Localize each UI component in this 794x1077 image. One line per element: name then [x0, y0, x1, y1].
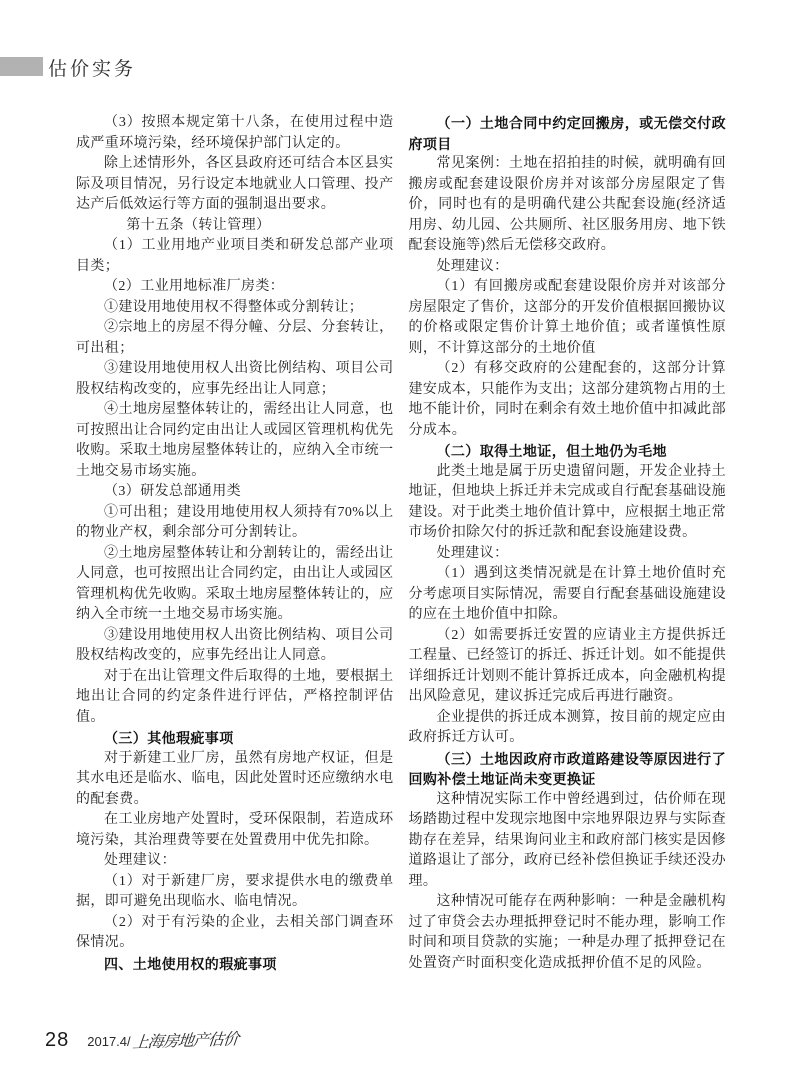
- paragraph: 对于新建工业厂房，虽然有房地产权证，但是其水电还是临水、临电，因此处置时还应缴纳水电的配套费。: [76, 750, 394, 807]
- section-heading: （三）土地因政府市政道路建设等原因进行了回购补偿土地证尚未变更换证: [408, 750, 726, 787]
- paragraph: 此类土地是属于历史遗留问题，开发企业持土地证，但地块上拆迁并未完成或自行配套基础设施建设。对于此类土地价值计算中，应根据土地正常市场价扣除欠付的拆迁款和配套设施建设费。: [408, 463, 726, 540]
- paragraph: （3）按照本规定第十八条，在使用过程中造成严重环境污染，经环境保护部门认定的。: [76, 115, 394, 151]
- paragraph: 这种情况可能存在两种影响：一种是金融机构过了审贷会去办理抵押登记时不能办理，影响工作时间和项目贷款的实施；一种是办理了抵押登记在处置资产时面积变化造成抵押价值不足的风险。: [408, 894, 726, 971]
- paragraph: （3）研发总部通用类: [104, 484, 241, 499]
- paragraph: 对于在出让管理文件后取得的土地，要根据土地出让合同的约定条件进行评估，严格控制评估值。: [76, 668, 394, 725]
- journal-logo-script: 上海房地产估价: [131, 1031, 239, 1052]
- section-heading: （三）其他瑕疵事项: [104, 730, 234, 746]
- header-accent-block: [0, 57, 43, 76]
- paragraph: 企业提供的拆迁成本测算，按目前的规定应由政府拆迁方认可。: [408, 709, 726, 745]
- paragraph: ③建设用地使用权人出资比例结构、项目公司股权结构改变的，应事先经出让人同意；: [76, 361, 394, 397]
- paragraph: （1）对于新建厂房，要求提供水电的缴费单据，即可避免出现临水、临电情况。: [76, 873, 394, 909]
- paragraph: （2）有移交政府的公建配套的，这部分计算建安成本，只能作为支出；这部分建筑物占用的土地不能计价，同时在剩余有效土地价值中扣减此部分成本。: [408, 361, 726, 438]
- paragraph: ①建设用地使用权不得整体或分割转让；: [104, 299, 364, 315]
- paragraph: 处理建议：: [436, 258, 509, 274]
- article-clause-title: 第十五条（转让管理）: [126, 217, 271, 233]
- paragraph: ②土地房屋整体转让和分割转让的，需经出让人同意，也可按照出让合同约定，由出让人或园区管理机构优先收购。采取土地房屋整体转让的，应纳入全市统一土地交易市场实施。: [76, 545, 394, 622]
- paragraph: ②宗地上的房屋不得分幢、分层、分套转让，可出租；: [76, 320, 394, 356]
- paragraph: 处理建议：: [436, 545, 509, 561]
- paragraph: ③建设用地使用权人出资比例结构、项目公司股权结构改变的，应事先经出让人同意。: [76, 627, 394, 663]
- paragraph: （1）遇到这类情况就是在计算土地价值时充分考虑项目实际情况，需要自行配套基础设施建设的应在土地价值中扣除。: [408, 566, 726, 622]
- section-heading: （二）取得土地证，但土地仍为毛地: [436, 443, 667, 459]
- section-label: 估价实务: [48, 59, 137, 80]
- paragraph: 这种情况实际工作中曾经遇到过，估价师在现场踏勘过程中发现宗地图中宗地界限边界与实际查勘存在差异，结果询问业主和政府部门核实是因修道路退让了部分，政府已经补偿但换证手续还没办理。: [408, 791, 726, 889]
- paragraph: 处理建议：: [104, 853, 176, 868]
- page-header: [0, 56, 794, 80]
- paragraph: （1）有回搬房或配套建设限价房并对该部分房屋限定了售价，这部分的开发价值根据回搬协议的价格或限定售价计算土地价值；或者谨慎性原则，不计算这部分的土地价值: [408, 279, 726, 356]
- page-number: 28: [45, 1029, 70, 1051]
- paragraph: ④土地房屋整体转让的，需经出让人同意，也可按照出让合同约定由出让人或园区管理机构优先收购。采取土地房屋整体转让的，应纳入全市统一土地交易市场实施。: [76, 402, 394, 479]
- issue-label: 2017.4/: [87, 1034, 131, 1049]
- paragraph: ①可出租；建设用地使用权人须持有70%以上的物业产权，剩余部分可分割转让。: [76, 504, 394, 540]
- column-left: [76, 113, 394, 974]
- section-heading: （一）土地合同中约定回搬房，或无偿交付政府项目: [408, 115, 726, 152]
- paragraph: （1）工业用地产业项目类和研发总部产业项目类；: [76, 238, 394, 274]
- column-right: [409, 113, 727, 974]
- paragraph: 常见案例：土地在招拍挂的时候，就明确有回搬房或配套建设限价房并对该部分房屋限定了售价，同时也有的是明确代建公共配套设施(经济适用房、幼儿园、公共厕所、社区服务用房、地下铁配套设施等)然后无偿移交政府。: [408, 156, 726, 253]
- page-footer: [45, 1028, 238, 1052]
- article-content: [76, 113, 726, 974]
- section-heading: 四、土地使用权的瑕疵事项: [104, 955, 277, 972]
- paragraph: 在工业房地产处置时，受环保限制，若造成环境污染，其治理费等要在处置费用中优先扣除。: [76, 812, 394, 848]
- paragraph: （2）对于有污染的企业，去相关部门调查环保情况。: [76, 914, 394, 950]
- paragraph: （2）如需要拆迁安置的应请业主方提供拆迁工程量、已经签订的拆迁、拆迁计划。如不能提供详细拆迁计划则不能计算拆迁成本，向金融机构提出风险意见，建议拆迁完成后再进行融资。: [408, 627, 726, 704]
- paragraph: 除上述情形外，各区县政府还可结合本区县实际及项目情况，另行设定本地就业人口管理、投产达产后低效运行等方面的强制退出要求。: [76, 156, 394, 212]
- paragraph: （2）工业用地标准厂房类：: [104, 279, 285, 294]
